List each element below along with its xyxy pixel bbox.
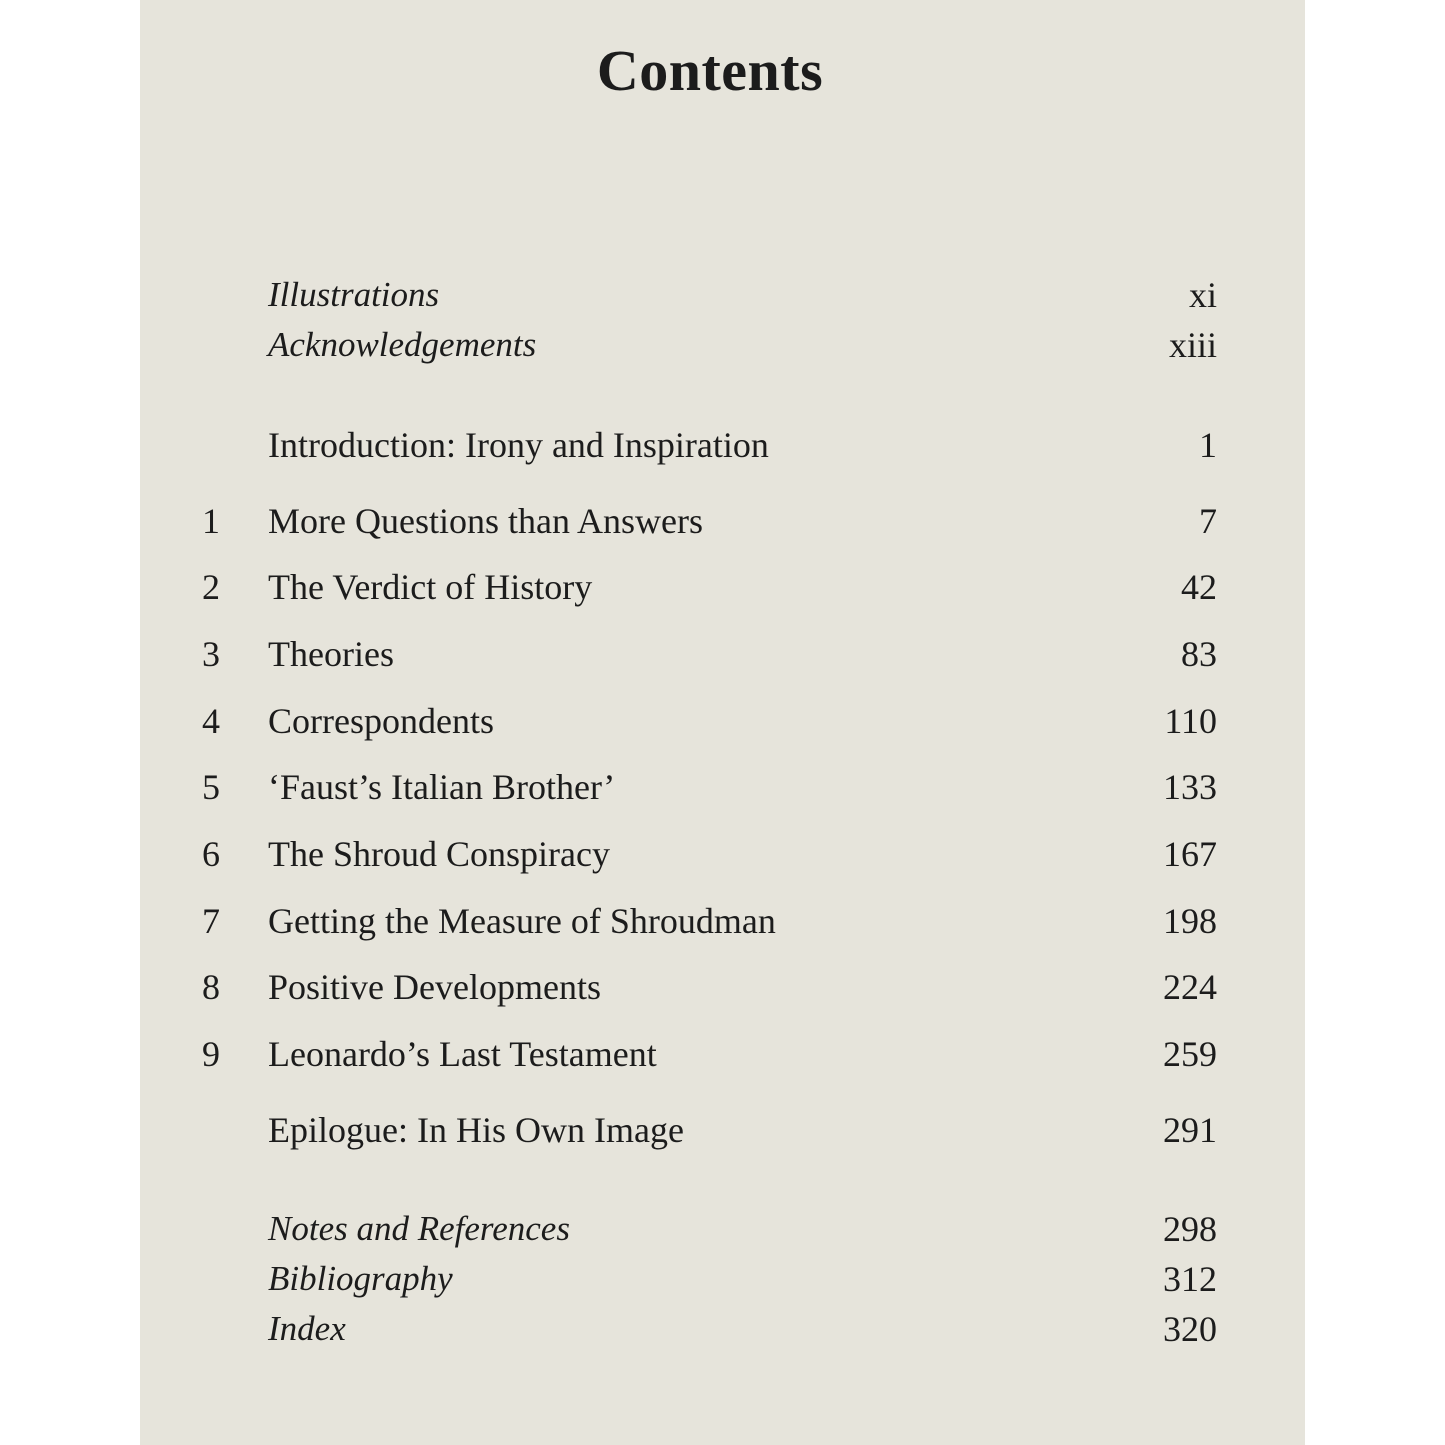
toc-entry-illustrations[interactable] — [140, 270, 1305, 320]
toc-entry-page: 198 — [1163, 901, 1217, 941]
toc-entry-page: 1 — [1199, 425, 1217, 465]
chapter-number: 1 — [202, 501, 220, 541]
chapter-number: 6 — [202, 834, 220, 874]
toc-entry-label: Positive Developments — [268, 967, 601, 1007]
toc-entry-label: Bibliography — [268, 1259, 453, 1298]
chapter-number: 4 — [202, 701, 220, 741]
contents-page — [140, 0, 1305, 1445]
toc-entry-page: 83 — [1181, 634, 1217, 674]
toc-entry-chapter-4[interactable] — [140, 696, 1305, 746]
toc-entry-label: Getting the Measure of Shroudman — [268, 901, 776, 941]
toc-entry-label: Illustrations — [268, 275, 440, 314]
toc-entry-label: Acknowledgements — [268, 325, 537, 364]
toc-entry-page: xi — [1188, 275, 1217, 315]
toc-entry-chapter-6[interactable] — [140, 829, 1305, 879]
toc-entry-label: Notes and References — [268, 1209, 570, 1248]
toc-entry-epilogue[interactable] — [140, 1105, 1305, 1155]
toc-entry-label: The Verdict of History — [268, 567, 593, 607]
toc-entry-page: 167 — [1163, 834, 1217, 874]
toc-entry-page: 320 — [1163, 1309, 1217, 1349]
chapter-number: 7 — [202, 901, 220, 941]
toc-entry-label: More Questions than Answers — [268, 501, 703, 541]
chapter-number: 2 — [202, 567, 220, 607]
toc-entry-label: ‘Faust’s Italian Brother’ — [268, 767, 616, 807]
chapter-number: 5 — [202, 767, 220, 807]
toc-entry-label: Introduction: Irony and Inspiration — [268, 425, 769, 465]
toc-entry-bibliography[interactable] — [140, 1254, 1305, 1304]
toc-entry-chapter-7[interactable] — [140, 896, 1305, 946]
toc-entry-label: Leonardo’s Last Testament — [268, 1034, 657, 1074]
chapter-number: 8 — [202, 967, 220, 1007]
toc-entry-introduction[interactable] — [140, 420, 1305, 470]
toc-entry-label: Theories — [268, 634, 394, 674]
toc-entry-chapter-3[interactable] — [140, 629, 1305, 679]
toc-entry-page: 291 — [1163, 1110, 1217, 1150]
toc-entry-label: Epilogue: In His Own Image — [268, 1110, 684, 1150]
toc-entry-chapter-9[interactable] — [140, 1029, 1305, 1079]
toc-entry-page: 42 — [1181, 567, 1217, 607]
toc-entry-page: 133 — [1163, 767, 1217, 807]
toc-entry-notes[interactable] — [140, 1204, 1305, 1254]
toc-entry-page: 7 — [1199, 501, 1217, 541]
toc-entry-label: Index — [268, 1309, 346, 1348]
toc-entry-page: xiii — [1168, 325, 1217, 365]
toc-entry-chapter-5[interactable] — [140, 762, 1305, 812]
chapter-number: 9 — [202, 1034, 220, 1074]
toc-entry-chapter-2[interactable] — [140, 562, 1305, 612]
toc-entry-label: The Shroud Conspiracy — [268, 834, 610, 874]
toc-entry-page: 298 — [1163, 1209, 1217, 1249]
chapter-number: 3 — [202, 634, 220, 674]
toc-entry-acknowledgements[interactable] — [140, 320, 1305, 370]
toc-entry-page: 259 — [1163, 1034, 1217, 1074]
toc-entry-chapter-8[interactable] — [140, 962, 1305, 1012]
page-title: Contents — [596, 38, 824, 103]
toc-entry-chapter-1[interactable] — [140, 496, 1305, 546]
toc-entry-page: 110 — [1164, 701, 1217, 741]
toc-entry-page: 312 — [1163, 1259, 1217, 1299]
toc-entry-index[interactable] — [140, 1304, 1305, 1354]
toc-entry-label: Correspondents — [268, 701, 494, 741]
toc-entry-page: 224 — [1163, 967, 1217, 1007]
